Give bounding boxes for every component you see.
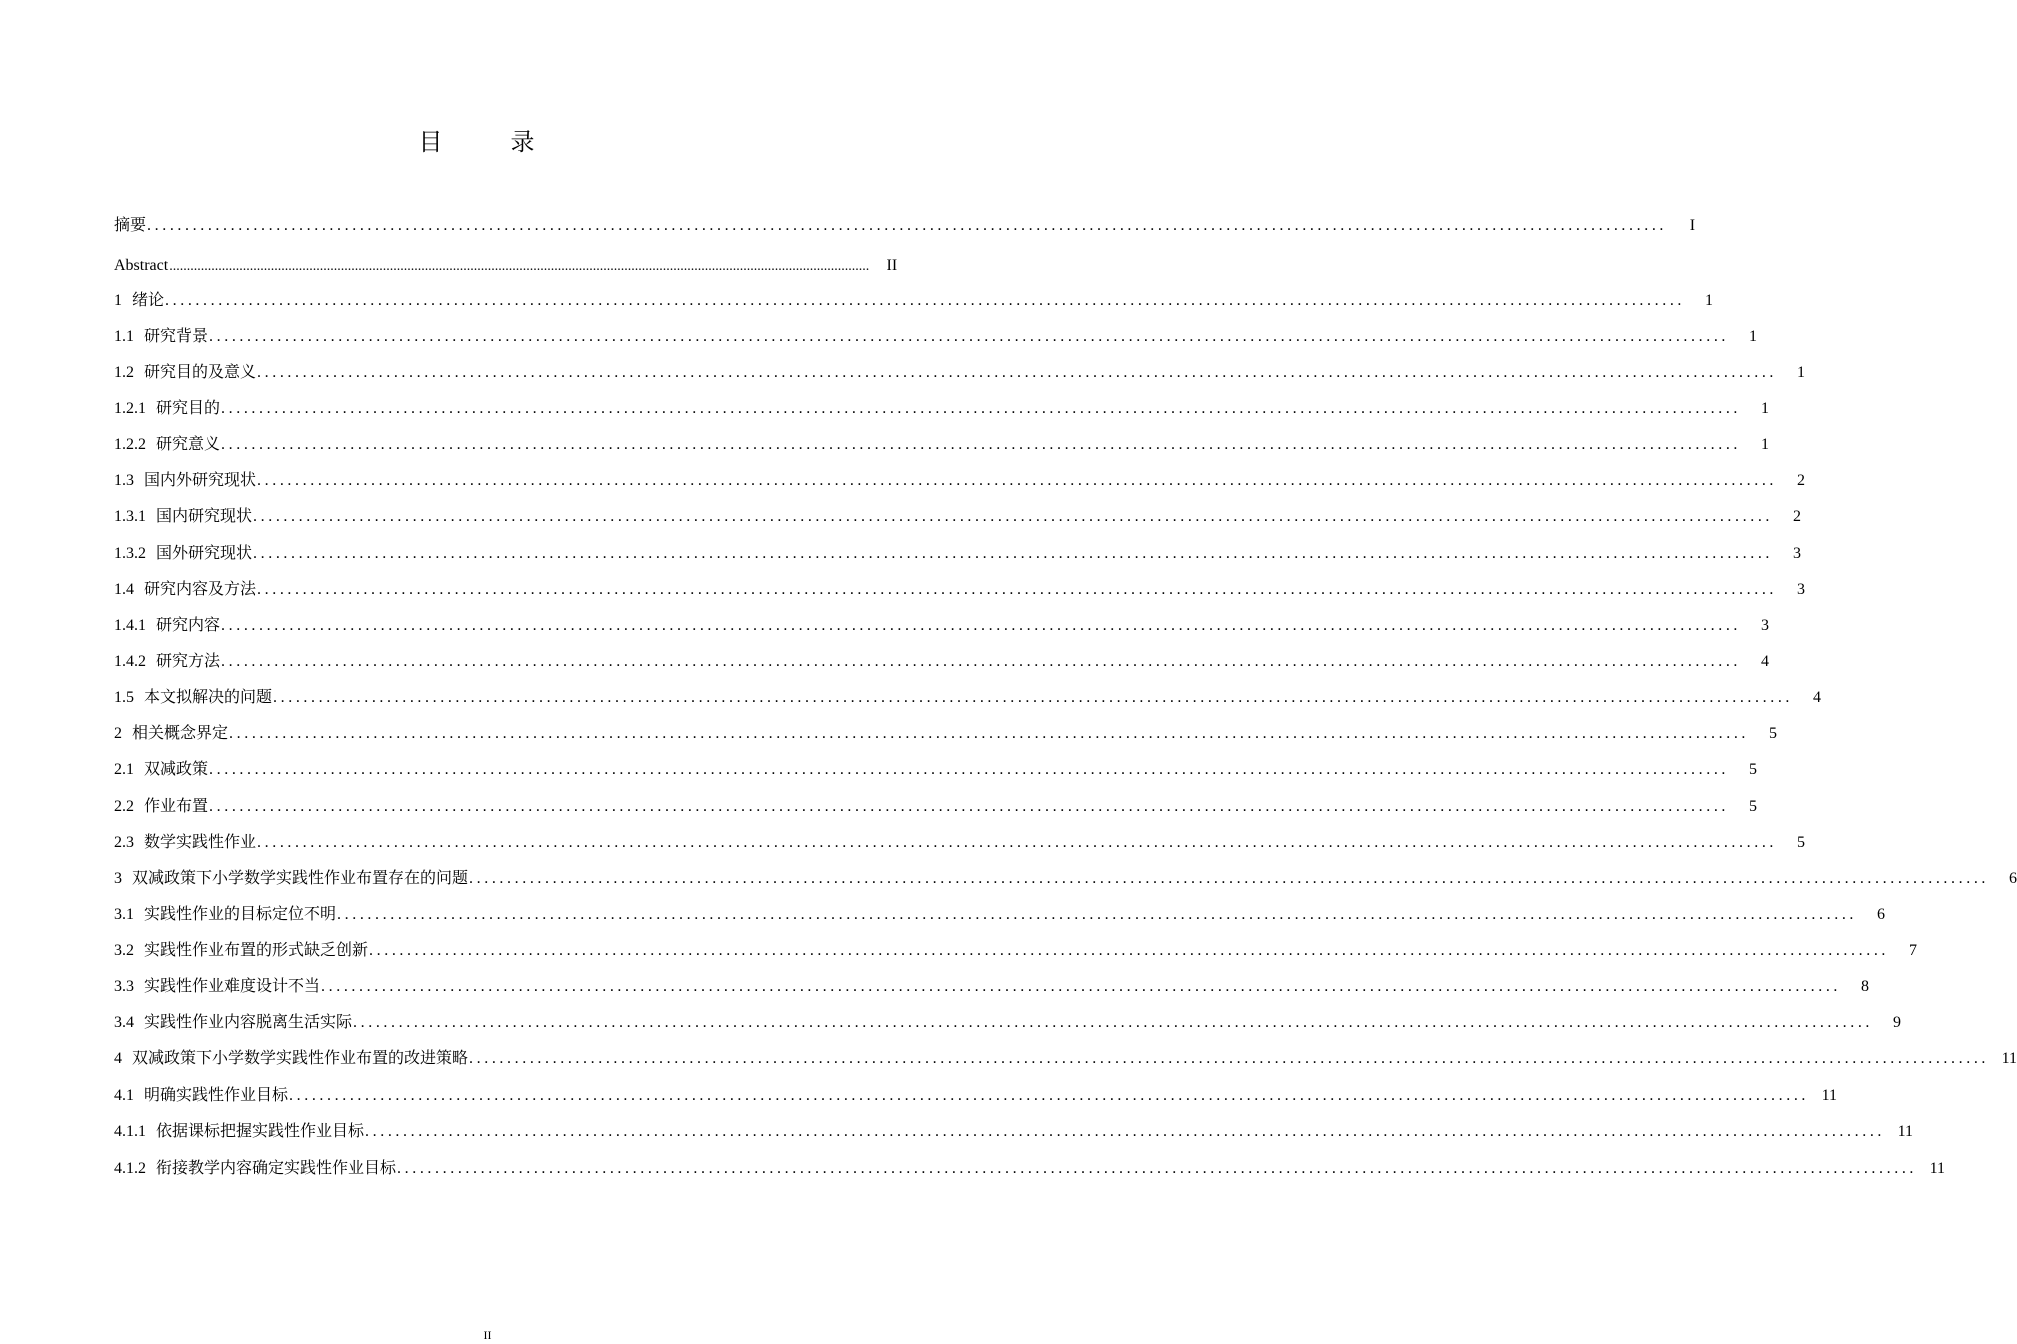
toc-entry-label [114, 290, 164, 312]
toc-leader-dots: ........................................................................................................................................................................................................ [369, 942, 1890, 959]
toc-entry[interactable] [114, 759, 1758, 781]
toc-entry-number: 2.2 [114, 798, 134, 815]
toc-entry-number: 3.4 [114, 1014, 134, 1031]
toc-entry-number: 1 [114, 292, 122, 309]
toc-entry-label [114, 1121, 364, 1143]
toc-entry-page: 1 [1797, 364, 1806, 381]
toc-entry-title: 研究方法 [156, 653, 221, 670]
toc-entry-label [114, 470, 256, 492]
toc-leader-dots: ........................................................................................................................................................................................................ [221, 436, 1742, 453]
toc-entry[interactable] [114, 615, 1770, 637]
toc-entry-title: 实践性作业布置的形式缺乏创新 [144, 942, 369, 959]
toc-entry-number: 3 [114, 870, 122, 887]
toc-entry-number: 3.3 [114, 978, 134, 995]
toc-entry-label [114, 362, 256, 384]
toc-entry-label [114, 434, 220, 456]
toc-entry-page: 3 [1761, 617, 1770, 634]
toc-entry-number: 4.1.2 [114, 1160, 146, 1177]
toc-leader-dots: ........................................................................................................................................................................................................ [147, 217, 1668, 234]
toc-entry[interactable] [114, 326, 1758, 348]
toc-entry-page: 6 [2009, 870, 2017, 887]
toc-entry-number: 1.3.2 [114, 545, 146, 562]
toc-entry-title: 绪论 [132, 292, 165, 309]
toc-entry-title: Abstract [114, 257, 169, 274]
toc-leader-dots: ........................................................................................................................................................................................................ [221, 400, 1742, 417]
toc-entry-title: 明确实践性作业目标 [144, 1087, 289, 1104]
toc-entry-title: 研究内容及方法 [144, 581, 257, 598]
toc-entry[interactable] [114, 362, 1806, 384]
toc-entry-number: 1.3.1 [114, 508, 146, 525]
toc-entry-label [114, 1048, 468, 1070]
toc-entry-page: 4 [1761, 653, 1770, 670]
toc-leader-dots: ........................................................................................................................................................................................................ [221, 617, 1742, 634]
toc-entry-label [114, 832, 256, 854]
toc-entry[interactable] [114, 651, 1770, 673]
toc-leader-dots: ........................................................................................................................................................................................................ [365, 1123, 1886, 1140]
toc-entry-page: 6 [1877, 906, 1886, 923]
toc-entry-title: 国外研究现状 [156, 545, 253, 562]
toc-leader-dots: ........................................................................................................................................................................................................ [209, 798, 1730, 815]
toc-entry-number: 3.2 [114, 942, 134, 959]
toc-entry[interactable] [114, 832, 1806, 854]
toc-entry-label [114, 215, 146, 237]
toc-entry-title: 实践性作业的目标定位不明 [144, 906, 337, 923]
toc-entry[interactable] [114, 255, 898, 277]
toc-entry-label [114, 940, 368, 962]
toc-entry-number: 1.4.1 [114, 617, 146, 634]
toc-entry-page: 1 [1749, 328, 1758, 345]
toc-entry-number: 2.3 [114, 834, 134, 851]
toc-entry-page: 11 [1821, 1087, 1838, 1104]
toc-entry-label [114, 543, 252, 565]
toc-entry-number: 1.1 [114, 328, 134, 345]
toc-entry[interactable] [114, 687, 1822, 709]
toc-entry-page: 4 [1813, 689, 1822, 706]
toc-entry-page: 11 [1897, 1123, 1914, 1140]
toc-entry-label [114, 868, 468, 890]
toc-entry-title: 数学实践性作业 [144, 834, 257, 851]
toc-entry[interactable] [114, 1012, 1902, 1034]
toc-leader-dots: ........................................................................................................................................................................................................ [289, 1087, 1810, 1104]
toc-entry-label [114, 796, 208, 818]
page-title: 目 录 [418, 128, 557, 156]
toc-entry[interactable] [114, 398, 1770, 420]
toc-entry-number: 1.4 [114, 581, 134, 598]
toc-leader-dots: ........................................................................................................................................................................................................ [253, 545, 1774, 562]
toc-leader-dots: ........................................................................................................................................................................................................ [209, 761, 1730, 778]
toc-entry-title: 实践性作业难度设计不当 [144, 978, 321, 995]
toc-entry-title: 双减政策下小学数学实践性作业布置存在的问题 [132, 870, 469, 887]
toc-entry-label [114, 1158, 396, 1180]
toc-leader-dots: ........................................................................................................................................................................................................ [257, 581, 1778, 598]
toc-entry-title: 研究内容 [156, 617, 221, 634]
toc-entry-page: 7 [1909, 942, 1918, 959]
toc-entry-number: 1.3 [114, 472, 134, 489]
toc-entry-title: 双减政策下小学数学实践性作业布置的改进策略 [132, 1050, 469, 1067]
toc-entry[interactable] [114, 579, 1806, 601]
toc-entry-title: 依据课标把握实践性作业目标 [156, 1123, 365, 1140]
toc-entry-label [114, 1012, 352, 1034]
toc-entry-title: 研究目的及意义 [144, 364, 257, 381]
toc-entry-title: 实践性作业内容脱离生活实际 [144, 1014, 353, 1031]
toc-leader-dots: ........................................................................................................................................................................................................ [221, 653, 1742, 670]
toc-entry-page: 1 [1761, 436, 1770, 453]
toc-entry-page: 1 [1705, 292, 1714, 309]
toc-entry-title: 国内外研究现状 [144, 472, 257, 489]
toc-leader-dots: ........................................................................................................................................................................................................ [253, 508, 1774, 525]
toc-entry-number: 4 [114, 1050, 122, 1067]
toc-entry-page: 5 [1797, 834, 1806, 851]
toc-entry-label [114, 904, 336, 926]
toc-entry-title: 相关概念界定 [132, 725, 229, 742]
toc-entry-page: 11 [2001, 1050, 2017, 1067]
toc-entry-title: 衔接教学内容确定实践性作业目标 [156, 1160, 397, 1177]
toc-entry-number: 3.1 [114, 906, 134, 923]
toc-leader-dots: ........................................................................................................................................................................................................ [165, 292, 1686, 309]
toc-entry-title: 研究背景 [144, 328, 209, 345]
toc-leader-dots: ........................................................................................................................................................................................................ [229, 725, 1750, 742]
toc-entry-label [114, 759, 208, 781]
toc-entry-title: 研究意义 [156, 436, 221, 453]
toc-entry-page: 1 [1761, 400, 1770, 417]
toc-leader-dots: ........................................................................................................................................................................................................ [337, 906, 1858, 923]
toc-entry[interactable] [114, 1121, 1914, 1143]
toc-entry-label [114, 1085, 288, 1107]
toc-leader-dots: ........................................................................................................................................................................................................ [209, 328, 1730, 345]
toc-entry[interactable] [114, 1158, 1946, 1180]
toc-entry-page: 5 [1749, 761, 1758, 778]
toc-entry-label [114, 651, 220, 673]
toc-entry-label [114, 579, 256, 601]
toc-entry[interactable] [114, 1048, 2017, 1070]
toc-entry-page: 9 [1893, 1014, 1902, 1031]
toc-leader-dots: ........................................................................................................................................................................................................ [169, 259, 870, 274]
toc-leader-dots: ........................................................................................................................................................................................................ [273, 689, 1794, 706]
toc-entry[interactable] [114, 976, 1870, 998]
toc-entry[interactable] [114, 470, 1806, 492]
toc-leader-dots: ........................................................................................................................................................................................................ [353, 1014, 1874, 1031]
toc-leader-dots: ........................................................................................................................................................................................................ [257, 364, 1778, 381]
toc-leader-dots: ........................................................................................................................................................................................................ [257, 472, 1778, 489]
toc-entry-title: 双减政策 [144, 761, 209, 778]
toc-entry-page: I [1689, 217, 1696, 234]
toc-entry[interactable] [114, 796, 1758, 818]
toc-entry-number: 1.2 [114, 364, 134, 381]
toc-entry-page: 8 [1861, 978, 1870, 995]
page-footer-number: II [483, 1328, 492, 1342]
toc-entry[interactable] [114, 290, 1714, 312]
toc-entry-page: 5 [1769, 725, 1778, 742]
toc-entry-label [114, 326, 208, 348]
toc-leader-dots: ........................................................................................................................................................................................................ [397, 1160, 1918, 1177]
toc-entry[interactable] [114, 723, 1778, 745]
toc-entry-label [114, 687, 272, 709]
toc-entry-number: 2.1 [114, 761, 134, 778]
toc-entry-label [114, 976, 320, 998]
toc-entry-number: 4.1.1 [114, 1123, 146, 1140]
toc-entry[interactable] [114, 434, 1770, 456]
toc-entry-page: 3 [1793, 545, 1802, 562]
toc-entry[interactable] [114, 868, 2017, 890]
toc-leader-dots: ........................................................................................................................................................................................................ [257, 834, 1778, 851]
toc-entry-number: 1.2.2 [114, 436, 146, 453]
toc-leader-dots: ........................................................................................................................................................................................................ [469, 870, 1990, 887]
toc-entry-title: 作业布置 [144, 798, 209, 815]
toc-entry-page: II [886, 257, 898, 274]
toc-entry-number: 2 [114, 725, 122, 742]
toc-entry-page: 5 [1749, 798, 1758, 815]
toc-entry-label [114, 398, 220, 420]
toc-entry-title: 研究目的 [156, 400, 221, 417]
toc-entry-number: 1.4.2 [114, 653, 146, 670]
toc-entry-number: 1.5 [114, 689, 134, 706]
toc-entry[interactable] [114, 506, 1802, 528]
toc-entry[interactable] [114, 543, 1802, 565]
toc-entry-label [114, 506, 252, 528]
toc-entry-label [114, 255, 168, 277]
toc-entry-page: 2 [1797, 472, 1806, 489]
toc-entry-page: 11 [1929, 1160, 1946, 1177]
toc-entry[interactable] [114, 215, 1696, 237]
toc-entry-page: 2 [1793, 508, 1802, 525]
toc-entry-label [114, 615, 220, 637]
toc-entry-number: 1.2.1 [114, 400, 146, 417]
toc-entry-title: 摘要 [114, 217, 147, 234]
toc-leader-dots: ........................................................................................................................................................................................................ [469, 1050, 1990, 1067]
toc-entry-title: 国内研究现状 [156, 508, 253, 525]
toc-entry[interactable] [114, 904, 1886, 926]
toc-leader-dots: ........................................................................................................................................................................................................ [321, 978, 1842, 995]
toc-entry[interactable] [114, 1085, 1838, 1107]
toc-entry[interactable] [114, 940, 1918, 962]
toc-entry-page: 3 [1797, 581, 1806, 598]
toc-entry-title: 本文拟解决的问题 [144, 689, 273, 706]
toc-entry-number: 4.1 [114, 1087, 134, 1104]
toc-entry-label [114, 723, 228, 745]
